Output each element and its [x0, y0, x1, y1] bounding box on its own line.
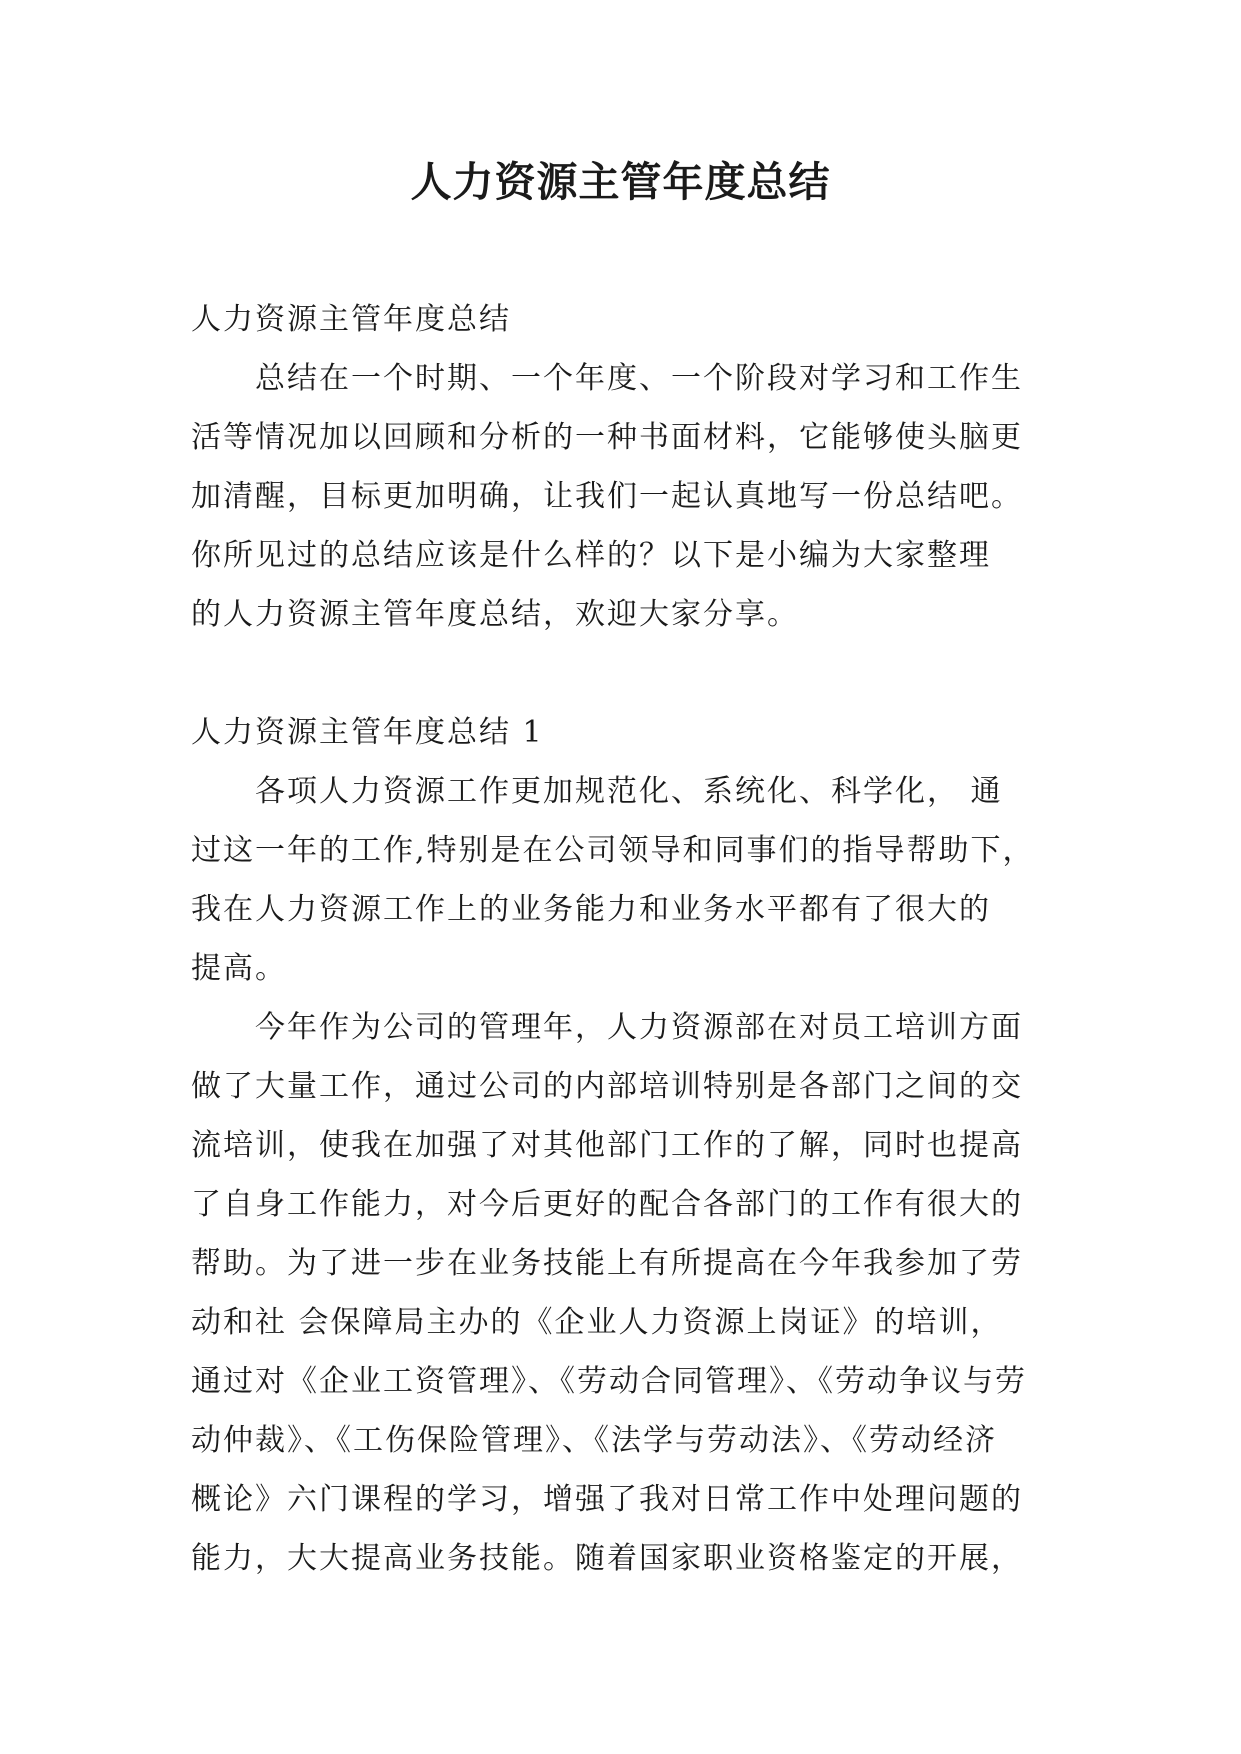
paragraph-line: 动和社 会保障局主办的《企业人力资源上岗证》的培训，	[191, 1305, 1003, 1340]
paragraph-line: 做了大量工作，通过公司的内部培训特别是各部门之间的交	[191, 1069, 1023, 1104]
paragraph-line: 通过对《企业工资管理》、《劳动合同管理》、《劳动争议与劳	[191, 1364, 1027, 1399]
paragraph-line: 总结在一个时期、一个年度、一个阶段对学习和工作生	[255, 361, 1023, 396]
paragraph-line: 今年作为公司的管理年，人力资源部在对员工培训方面	[255, 1010, 1023, 1045]
section1-paragraph-2	[191, 998, 1051, 1588]
document-body	[191, 290, 1051, 1588]
paragraph-line: 了自身工作能力，对今后更好的配合各部门的工作有很大的	[191, 1187, 1023, 1222]
paragraph-line: 概论》六门课程的学习，增强了我对日常工作中处理问题的	[191, 1482, 1023, 1517]
section1-paragraph-1	[191, 762, 1051, 998]
section-spacer	[191, 644, 1051, 703]
paragraph-line: 流培训，使我在加强了对其他部门工作的了解，同时也提高	[191, 1128, 1023, 1163]
paragraph-line: 各项人力资源工作更加规范化、系统化、科学化， 通	[255, 774, 1003, 809]
subtitle: 人力资源主管年度总结	[191, 302, 511, 337]
paragraph-line: 活等情况加以回顾和分析的一种书面材料，它能够使头脑更	[191, 420, 1023, 455]
paragraph-line: 我在人力资源工作上的业务能力和业务水平都有了很大的	[191, 892, 991, 927]
paragraph-line: 动仲裁》、《工伤保险管理》、《法学与劳动法》、《劳动经济	[191, 1423, 997, 1458]
section-heading: 人力资源主管年度总结 1	[191, 715, 544, 750]
paragraph-line: 能力，大大提高业务技能。随着国家职业资格鉴定的开展，	[191, 1541, 1023, 1576]
document-title: 人力资源主管年度总结	[410, 158, 831, 206]
intro-paragraph	[191, 349, 1051, 644]
paragraph-line: 加清醒，目标更加明确，让我们一起认真地写一份总结吧。	[191, 479, 1023, 514]
paragraph-line: 帮助。为了进一步在业务技能上有所提高在今年我参加了劳	[191, 1246, 1023, 1281]
paragraph-line: 你所见过的总结应该是什么样的？以下是小编为大家整理	[191, 538, 991, 573]
paragraph-line: 过这一年的工作,特别是在公司领导和同事们的指导帮助下，	[191, 833, 1035, 868]
paragraph-line: 提高。	[191, 951, 287, 986]
paragraph-line: 的人力资源主管年度总结，欢迎大家分享。	[191, 597, 799, 632]
